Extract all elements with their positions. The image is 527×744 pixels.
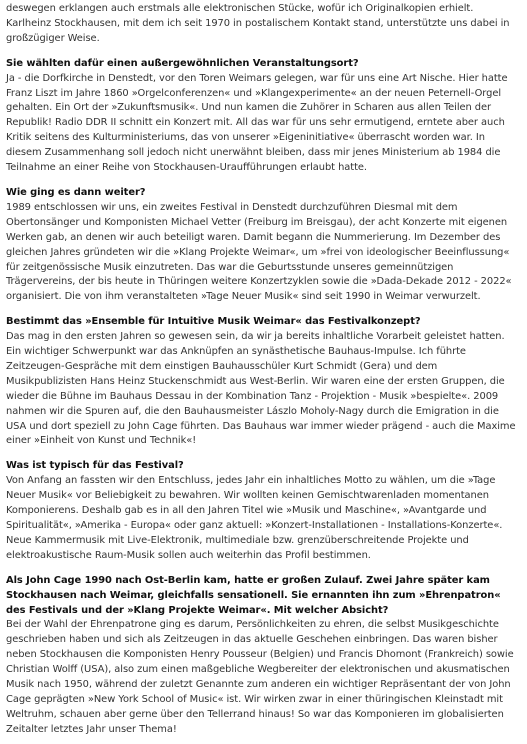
question-heading: Sie wählten dafür einen außergewöhnlichen Veranstaltungsort? (6, 57, 359, 69)
answer-paragraph: Ja - die Dorfkirche in Denstedt, vor den Toren Weimars gelegen, war für uns eine Art Nische. Hier hatte Franz Liszt im Jahre 1860 »Orgelconferenzen« und »Klangexperimente« an der neuen Peternell-Orgel gehalten. Ein Ort der »Zukunftsmusik«. Und nun kamen die Zuhörer in Scharen aus allen Teilen der Republik! Radio DDR II schnitt ein Konzert mit. All das war für uns sehr ermutigend, erntete aber auch Kritik seitens des Kulturministeriums, das von unserer »Eigeninitiative« überrascht worden war. In diesem Zusammenhang soll jedoch nicht unerwähnt bleiben, dass mir jenes Ministerium ab 1984 die Teilnahme an einer Reihe von Stockhausen-Uraufführungen erlaubt hatte. (6, 72, 508, 174)
question-heading: Bestimmt das »Ensemble für Intuitive Musik Weimar« das Festivalkonzept? (6, 316, 421, 328)
question-heading: Wie ging es dann weiter? (6, 186, 146, 198)
answer-paragraph: deswegen erklangen auch erstmals alle elektronischen Stücke, wofür ich Originalkopien erhielt. Karlheinz Stockhausen, mit dem ich seit 1970 in postalischem Kontakt stand, unterstützte uns dabei in großzügiger Weise. (6, 3, 510, 44)
answer-paragraph: 1989 entschlossen wir uns, ein zweites Festival in Denstedt durchzuführen Diesmal mit dem Obertonsänger und Komponisten Michael Vetter (Freiburg im Breisgau), der acht Konzerte mit eigenen Werken gab, an denen wir auch beteiligt waren. Damit begann die Nummerierung. Im Dezember des gleichen Jahres gründeten wir die »Klang Projekte Weimar«, um »frei von ideologischer Beeinflussung« für zeitgenössische Musik einzutreten. Das war die Geburtsstunde unseres gemeinnützigen Trägervereins, der bis heute in Thüringen weitere Konzertzyklen sowie die »Dada-Dekade 2012 - 2022« organisiert. Die von ihm veranstalteten »Tage Neuer Musik« sind seit 1990 in Weimar verwurzelt. (6, 201, 512, 303)
question-heading: Was ist typisch für das Festival? (6, 460, 184, 472)
question-heading: Als John Cage 1990 nach Ost-Berlin kam, hatte er großen Zulauf. Zwei Jahre später kam Stockhausen nach Weimar, gleichfalls sensationell. Sie ernannten ihn zum »Ehrenpatron« des Festivals und der »Klang Projekte Weimar«. Mit welcher Absicht? (6, 574, 501, 616)
answer-paragraph: Von Anfang an fassten wir den Entschluss, jedes Jahr ein inhaltliches Motto zu wählen, um die »Tage Neuer Musik« vor Beliebigkeit zu bewahren. Wir wollten keinen Gemischtwarenladen momentanen Komponierens. Deshalb gab es in all den Jahren Titel wie »Musik und Maschine«, »Avantgarde und Spiritualität«, »Amerika - Europa« oder ganz aktuell: »Konzert-Installationen - Installations-Konzerte«. Neue Kammermusik mit Live-Elektronik, multimediale bzw. grenzüberschreitende Projekte und elektroakustische Raum-Musik sollen auch weiterhin das Profil bestimmen. (6, 475, 503, 561)
answer-paragraph: Bei der Wahl der Ehrenpatrone ging es darum, Persönlichkeiten zu ehren, die selbst Musikgeschichte geschrieben haben und sich als Zeitzeugen in das aktuelle Geschehen einbringen. Das waren bisher neben Stockhausen die Komponisten Henry Pousseur (Belgien) und Francis Dhomont (Frankreich) sowie Christian Wolff (USA), also zum einen maßgebliche Wegbereiter der elektronischen und akusmatischen Musik nach 1950, während der zuletzt Genannte zum anderen ein wichtiger Repräsentant der von John Cage geprägten »New York School of Music« ist. Wir wirken zwar in einer thüringischen Kleinstadt mit Weltruhm, schauen aber gerne über den Tellerrand hinaus! So war das Komponieren im globalisierten Zeitalter letztes Jahr unser Thema! (6, 619, 514, 735)
answer-paragraph: Das mag in den ersten Jahren so gewesen sein, da wir ja bereits inhaltliche Vorarbeit geleistet hatten. Ein wichtiger Schwerpunkt war das Anknüpfen an synästhetische Bauhaus-Impulse. Ich führte Zeitzeugen-Gespräche mit dem einstigen Bauhausschüler Kurt Schmidt (Gera) und dem Musikpublizisten Hans Heinz Stuckenschmidt aus West-Berlin. Wir waren eine der ersten Gruppen, die wieder die Bühne im Bauhaus Dessau in der Kombination Tanz - Projektion - Musik »bespielte«. 2009 nahmen wir die Spuren auf, die den Bauhausmeister Lászlo Moholy-Nagy durch die Emigration in die USA und dort speziell zu John Cage führten. Das Bauhaus war immer wieder prägend - auch die Maxime einer »Einheit von Kunst und Technik«! (6, 331, 516, 447)
